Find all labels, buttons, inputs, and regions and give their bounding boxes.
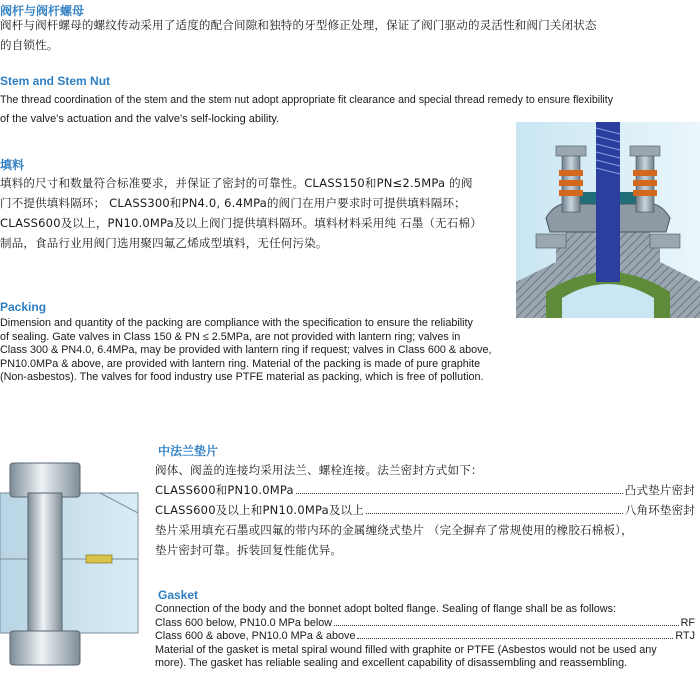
gasket-title-en: Gasket bbox=[158, 588, 199, 602]
packing-title-cn: 填料 bbox=[0, 158, 25, 172]
gasket-row-cn-2-right: 八角环垫密封 bbox=[624, 503, 695, 517]
stem-body-en-line-1: The thread coordination of the stem and the stem nut adopt appropriate fit clearance and special thread remedy to ensure flexibility bbox=[0, 94, 614, 106]
gasket-body-cn-line-2: 垫片密封可靠。拆装回复性能优异。 bbox=[155, 543, 343, 557]
gasket-row-en-2-right: RTJ bbox=[675, 630, 695, 642]
gasket-body-en-line-1: Material of the gasket is metal spiral wound filled with graphite or PTFE (Asbestos would not be used any bbox=[155, 643, 657, 656]
gasket-row-cn-2 bbox=[155, 500, 695, 520]
gasket-body-en bbox=[155, 603, 695, 671]
dot-leader bbox=[366, 512, 623, 514]
packing-title-en: Packing bbox=[0, 300, 47, 314]
packing-body-cn-line-3: CLASS600及以上，PN10.0MPa及以上阀门提供填料隔环。填料材料采用纯 石墨（无石棉） bbox=[0, 216, 482, 230]
gasket-intro-cn: 阀体、阀盖的连接均采用法兰、螺栓连接。法兰密封方式如下： bbox=[155, 463, 483, 477]
packing-body-en-line-2: of sealing. Gate valves in Class 150 & PN ≤ 2.5MPa, are not provided with lantern ring; valves in bbox=[0, 330, 461, 343]
bolt-flange-illustration bbox=[0, 453, 140, 671]
packing-body-en-line-3: Class 300 & PN4.0, 6.4MPa, may be provided with lantern ring if request; valves in Class 600 & above, bbox=[0, 344, 492, 356]
stem-body-cn-line-2: 的自锁性。 bbox=[0, 38, 59, 52]
packing-body-en-line-1: Dimension and quantity of the packing are compliance with the specification to ensure the reliability bbox=[0, 317, 473, 329]
gasket-row-cn-1-left: CLASS600和PN10.0MPa bbox=[155, 483, 294, 497]
stem-title-cn: 阀杆与阀杆螺母 bbox=[0, 4, 85, 18]
packing-body-cn-line-1: 填料的尺寸和数量符合标准要求，并保证了密封的可靠性。CLASS150和PN≤2.5MPa 的阀 bbox=[0, 176, 473, 190]
gasket-row-en-1 bbox=[155, 617, 695, 631]
gasket-body-cn bbox=[155, 460, 695, 560]
dot-leader bbox=[334, 624, 679, 626]
stem-body-en-line-2: of the valve's actuation and the valve's self-locking ability. bbox=[0, 113, 280, 125]
stem-packing-illustration bbox=[516, 122, 700, 318]
gasket-row-en-1-right: RF bbox=[680, 616, 695, 629]
packing-body-en-line-5: (Non-asbestos). The valves for food industry use PTFE material as packing, which is free of pollution. bbox=[0, 371, 484, 383]
gasket-row-en-2-left: Class 600 & above, PN10.0 MPa & above bbox=[155, 630, 356, 642]
gasket-row-cn-1-right: 凸式垫片密封 bbox=[624, 483, 695, 497]
gasket-intro-en: Connection of the body and the bonnet adopt bolted flange. Sealing of flange shall be as follows: bbox=[155, 603, 617, 615]
packing-body-cn-line-2: 门不提供填料隔环； CLASS300和PN4.0, 6.4MPa的阀门在用户要求时可提供填料隔环； bbox=[0, 196, 466, 210]
dot-leader bbox=[296, 492, 623, 494]
stem-title-en: Stem and Stem Nut bbox=[0, 74, 111, 88]
packing-body-en-line-4: PN10.0MPa & above, are provided with lantern ring. Material of the packing is made of pure graphite bbox=[0, 357, 481, 370]
gasket-row-cn-2-left: CLASS600及以上和PN10.0MPa及以上 bbox=[155, 503, 364, 517]
packing-body-cn bbox=[0, 173, 520, 253]
packing-body-en bbox=[0, 317, 560, 385]
stem-body-cn-line-1: 阀杆与阀杆螺母的螺纹传动采用了适度的配合间隙和独特的牙型修正处理，保证了阀门驱动的灵活性和阀门关闭状态 bbox=[0, 18, 597, 32]
dot-leader bbox=[357, 637, 673, 639]
packing-body-cn-line-4: 制品，食品行业用阀门选用聚四氟乙烯成型填料，无任何污染。 bbox=[0, 236, 328, 250]
gasket-body-en-line-2: more). The gasket has reliable sealing and excellent capability of disassembling and reassembling. bbox=[155, 657, 628, 669]
gasket-row-cn-1 bbox=[155, 480, 695, 500]
gasket-row-en-1-left: Class 600 below, PN10.0 MPa below bbox=[155, 616, 333, 629]
gasket-row-en-2 bbox=[155, 630, 695, 644]
gasket-title-cn: 中法兰垫片 bbox=[158, 444, 219, 458]
stem-body-cn bbox=[0, 15, 700, 55]
gasket-body-cn-line-1: 垫片采用填充石墨或四氟的带内环的金属缠绕式垫片 （完全摒弃了常规使用的橡胶石棉板）， bbox=[155, 523, 633, 537]
